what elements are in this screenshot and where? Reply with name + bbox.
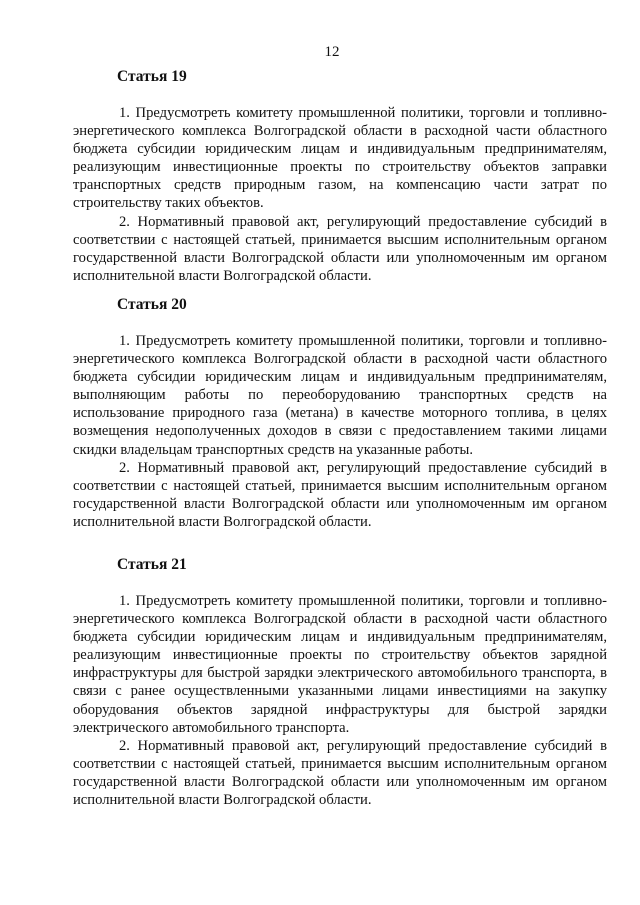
article-title: Статья 20 [117,296,187,313]
article-paragraph: 1. Предусмотреть комитету промышленной политики, торговли и топливно-энергетического комплекса Волгоградской области в расходной части областного бюджета субсидии юридическим лицам и индивидуальным предпринимателям, реализующим инвестиционные проекты по строительству объектов зарядной инфраструктуры для быстрой зарядки электрического автомобильного транспорта, в связи с ранее осуществленными указанными лицами инвестициями на закупку оборудования объектов зарядной инфраструктуры для быстрой зарядки электрического автомобильного транспорта. [73,593,607,736]
article-title: Статья 19 [117,68,187,85]
article-paragraph: 2. Нормативный правовой акт, регулирующий предоставление субсидий в соответствии с настоящей статьей, принимается высшим исполнительным органом государственной власти Волгоградской области или уполномоченным им органом исполнительной власти Волгоградской области. [73,459,607,530]
article-paragraph: 1. Предусмотреть комитету промышленной политики, торговли и топливно-энергетического комплекса Волгоградской области в расходной части областного бюджета субсидии юридическим лицам и индивидуальным предпринимателям, реализующим инвестиционные проекты по строительству объектов заправки транспортных средств природным газом, на компенсацию части затрат по строительству таких объектов. [73,105,607,212]
article-title: Статья 21 [117,556,187,573]
article-21 [73,556,607,809]
article-19 [73,68,607,285]
article-paragraph: 1. Предусмотреть комитету промышленной политики, торговли и топливно-энергетического комплекса Волгоградской области в расходной части областного бюджета субсидии юридическим лицам и индивидуальным предпринимателям, выполняющим работы по переоборудованию транспортных средств на использование природного газа (метана) в качестве моторного топлива, в целях возмещения недополученных доходов в связи с предоставлением такими лицами скидки владельцам транспортных средств на указанные работы. [73,333,607,458]
article-paragraph: 2. Нормативный правовой акт, регулирующий предоставление субсидий в соответствии с настоящей статьей, принимается высшим исполнительным органом государственной власти Волгоградской области или уполномоченным им органом исполнительной власти Волгоградской области. [73,213,607,284]
page-number: 12 [324,44,340,60]
article-20 [73,296,607,531]
article-paragraph: 2. Нормативный правовой акт, регулирующий предоставление субсидий в соответствии с настоящей статьей, принимается высшим исполнительным органом государственной власти Волгоградской области или уполномоченным им органом исполнительной власти Волгоградской области. [73,737,607,809]
